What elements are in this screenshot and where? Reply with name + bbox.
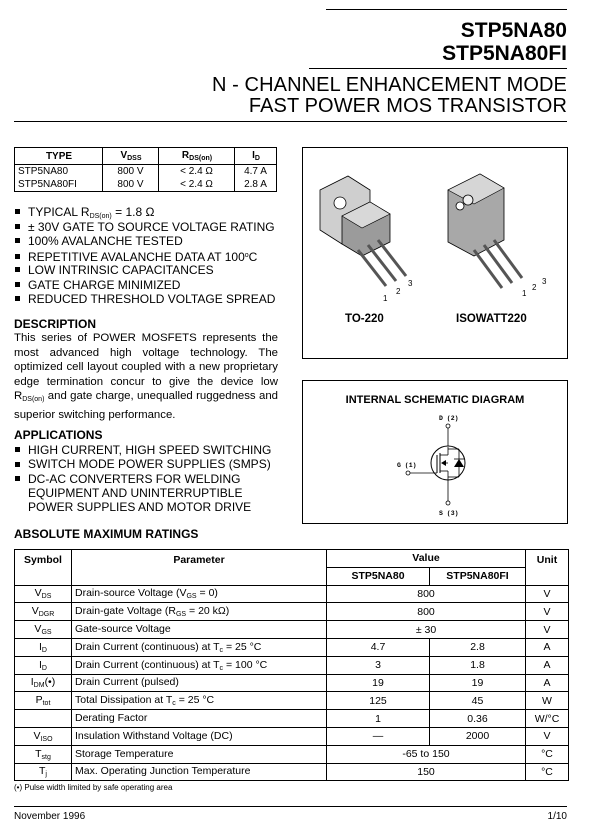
list-item: ± 30V GATE TO SOURCE VOLTAGE RATING	[14, 220, 275, 235]
list-item: REDUCED THRESHOLD VOLTAGE SPREAD	[14, 292, 275, 307]
applications-list	[14, 443, 271, 514]
symbol-col-header: Symbol	[15, 550, 72, 586]
isowatt220-package-icon	[438, 168, 558, 318]
parameter-cell: Total Dissipation at $T_c = 25$ °C	[72, 692, 327, 710]
list-item: DC-AC CONVERTERS FOR WELDING	[14, 472, 271, 486]
part-number-2: STP5NA80FI	[442, 42, 567, 65]
pin-3-label: 3	[542, 277, 547, 286]
unit-cell: A	[526, 674, 569, 692]
unit-cell: V	[526, 585, 569, 603]
footnote: (•) Pulse width limited by safe operating area	[14, 783, 173, 792]
value-cell: ± 30	[327, 621, 526, 639]
vdss-cell: 800 V	[103, 165, 159, 179]
unit-cell: A	[526, 638, 569, 656]
list-item: TYPICAL $R_{DS(on)} = 1.8$ Ω	[14, 205, 275, 220]
parameter-cell: Max. Operating Junction Temperature	[72, 763, 327, 781]
unit-cell: W/°C	[526, 710, 569, 728]
symbol-cell: $T_{stg}$	[15, 745, 72, 763]
value-cell: 0.36	[430, 710, 526, 728]
table-row	[15, 178, 277, 192]
type-cell: STP5NA80FI	[18, 179, 77, 190]
table-row	[15, 763, 569, 781]
rdson-cell: < 2.4 Ω	[159, 165, 235, 179]
list-item: LOW INTRINSIC CAPACITANCES	[14, 263, 275, 278]
list-item: EQUIPMENT AND UNINTERRUPTIBLE	[28, 485, 243, 500]
title-rule	[309, 68, 567, 69]
symbol-cell: $P_{tot}$	[15, 692, 72, 710]
to220-label: TO-220	[345, 313, 384, 325]
subtitle-line-2: FAST POWER MOS TRANSISTOR	[248, 95, 567, 117]
table-row	[15, 638, 569, 656]
table-row	[15, 727, 569, 745]
parameter-cell: Drain-source Voltage $(V_{GS} = 0)$	[72, 585, 327, 603]
footer-date: November 1996	[14, 811, 86, 822]
unit-cell: °C	[526, 763, 569, 781]
list-item: GATE CHARGE MINIMIZED	[14, 278, 275, 293]
ratings-table	[14, 549, 569, 781]
pin-2-label: 2	[396, 287, 401, 296]
footer-page-number: 1/10	[547, 811, 567, 822]
table-row	[15, 585, 569, 603]
subtitle-line-1: N - CHANNEL ENHANCEMENT MODE	[211, 74, 567, 96]
parameter-cell: Derating Factor	[72, 710, 327, 728]
value-col-header: Value	[327, 550, 526, 568]
bullet-icon	[15, 254, 20, 259]
vdss-cell: 800 V	[103, 178, 159, 192]
symbol-cell: $I_{DM}(•)$	[15, 674, 72, 692]
id-col-header: $I_D$	[235, 148, 277, 165]
table-row	[15, 710, 569, 728]
unit-cell: W	[526, 692, 569, 710]
bullet-icon	[15, 462, 20, 467]
symbol-cell: $I_D$	[15, 638, 72, 656]
table-row	[15, 603, 569, 621]
parameter-cell: Drain Current (continuous) at $T_c = 25$ °C	[72, 638, 327, 656]
subtitle-rule	[14, 121, 567, 122]
table-row	[15, 692, 569, 710]
value-cell: 800	[327, 585, 526, 603]
unit-cell: V	[526, 621, 569, 639]
parameter-cell: Drain Current (pulsed)	[72, 674, 327, 692]
bullet-icon	[15, 447, 20, 452]
table-row	[15, 621, 569, 639]
value-cell: 45	[430, 692, 526, 710]
bullet-icon	[15, 209, 20, 214]
symbol-cell: $V_{DS}$	[15, 585, 72, 603]
bullet-icon	[15, 267, 20, 272]
isowatt220-label: ISOWATT220	[456, 313, 527, 325]
list-item: 100% AVALANCHE TESTED	[14, 234, 275, 249]
bullet-icon	[15, 476, 20, 481]
table-row	[15, 674, 569, 692]
value2-col-header: STP5NA80FI	[430, 567, 526, 585]
gate-label: G (1)	[397, 462, 417, 469]
value-cell: 19	[327, 674, 430, 692]
unit-cell: V	[526, 603, 569, 621]
list-item: SWITCH MODE POWER SUPPLIES (SMPS)	[14, 457, 271, 471]
list-item: POWER SUPPLIES AND MOTOR DRIVE	[28, 500, 252, 515]
type-table	[14, 147, 277, 192]
top-rule	[326, 9, 567, 10]
to220-package-icon	[308, 168, 428, 318]
pin-1-label: 1	[383, 294, 388, 303]
rdson-col-header: $R_{DS(on)}$	[159, 148, 235, 165]
schematic-box	[302, 380, 568, 524]
value-cell: 2.8	[430, 638, 526, 656]
value-cell: 2000	[430, 727, 526, 745]
value-cell: 19	[430, 674, 526, 692]
table-row	[15, 165, 277, 179]
description-heading: DESCRIPTION	[14, 317, 97, 331]
bullet-icon	[15, 238, 20, 243]
type-cell: STP5NA80	[18, 166, 69, 177]
table-row	[15, 656, 569, 674]
value-cell: 3	[327, 656, 430, 674]
type-col-header: TYPE	[15, 148, 103, 165]
value-cell: 125	[327, 692, 430, 710]
unit-cell: V	[526, 727, 569, 745]
schematic-title: INTERNAL SCHEMATIC DIAGRAM	[345, 394, 525, 406]
value-cell: —	[327, 727, 430, 745]
type-table-header	[15, 148, 277, 165]
parameter-cell: Gate-source Voltage	[72, 621, 327, 639]
parameter-cell: Storage Temperature	[72, 745, 327, 763]
value-cell: 800	[327, 603, 526, 621]
vdss-col-header: $V_{DSS}$	[103, 148, 159, 165]
value-cell: 4.7	[327, 638, 430, 656]
value-cell: 1	[327, 710, 430, 728]
list-item: REPETITIVE AVALANCHE DATA AT 100$^o$C	[14, 249, 275, 264]
symbol-cell: $V_{DGR}$	[15, 603, 72, 621]
feature-list	[14, 205, 275, 307]
parameter-cell: Drain-gate Voltage ($R_{GS} = 20$ kΩ)	[72, 603, 327, 621]
footer-rule	[14, 806, 567, 807]
value-cell: -65 to 150	[327, 745, 526, 763]
ratings-heading: ABSOLUTE MAXIMUM RATINGS	[14, 527, 199, 541]
id-cell: 2.8 A	[235, 178, 277, 192]
id-cell: 4.7 A	[235, 165, 277, 179]
symbol-cell	[15, 710, 72, 728]
symbol-cell: $V_{ISO}$	[15, 727, 72, 745]
part-number-1: STP5NA80	[460, 19, 567, 42]
rdson-cell: < 2.4 Ω	[159, 178, 235, 192]
applications-heading: APPLICATIONS	[14, 428, 103, 442]
parameter-cell: Drain Current (continuous) at $T_c = 100$ °C	[72, 656, 327, 674]
parameter-cell: Insulation Withstand Voltage (DC)	[72, 727, 327, 745]
unit-cell: °C	[526, 745, 569, 763]
unit-col-header: Unit	[526, 550, 569, 586]
parameter-col-header: Parameter	[72, 550, 327, 586]
table-row	[15, 745, 569, 763]
package-box	[302, 147, 568, 359]
bullet-icon	[15, 224, 20, 229]
description-text: This series of POWER MOSFETS represents the most advanced high voltage technology. The optimized cell layout coupled with a new proprietary edge termination concur to give the device low $R_{DS(on)}$ and gate charge, unequalled ruggedness and superior switching performance.	[14, 332, 278, 421]
pin-3-label: 3	[408, 279, 413, 288]
unit-cell: A	[526, 656, 569, 674]
value-cell: 150	[327, 763, 526, 781]
bullet-icon	[15, 296, 20, 301]
bullet-icon	[15, 282, 20, 287]
source-label: S (3)	[439, 510, 459, 517]
pin-1-label: 1	[522, 289, 527, 298]
ratings-header-row	[15, 550, 569, 568]
pin-2-label: 2	[532, 283, 537, 292]
list-item: HIGH CURRENT, HIGH SPEED SWITCHING	[14, 443, 271, 457]
value1-col-header: STP5NA80	[327, 567, 430, 585]
value-cell: 1.8	[430, 656, 526, 674]
drain-label: D (2)	[439, 415, 459, 422]
symbol-cell: $V_{GS}$	[15, 621, 72, 639]
mosfet-schematic-icon	[303, 409, 567, 519]
symbol-cell: $T_j$	[15, 763, 72, 781]
symbol-cell: $I_D$	[15, 656, 72, 674]
